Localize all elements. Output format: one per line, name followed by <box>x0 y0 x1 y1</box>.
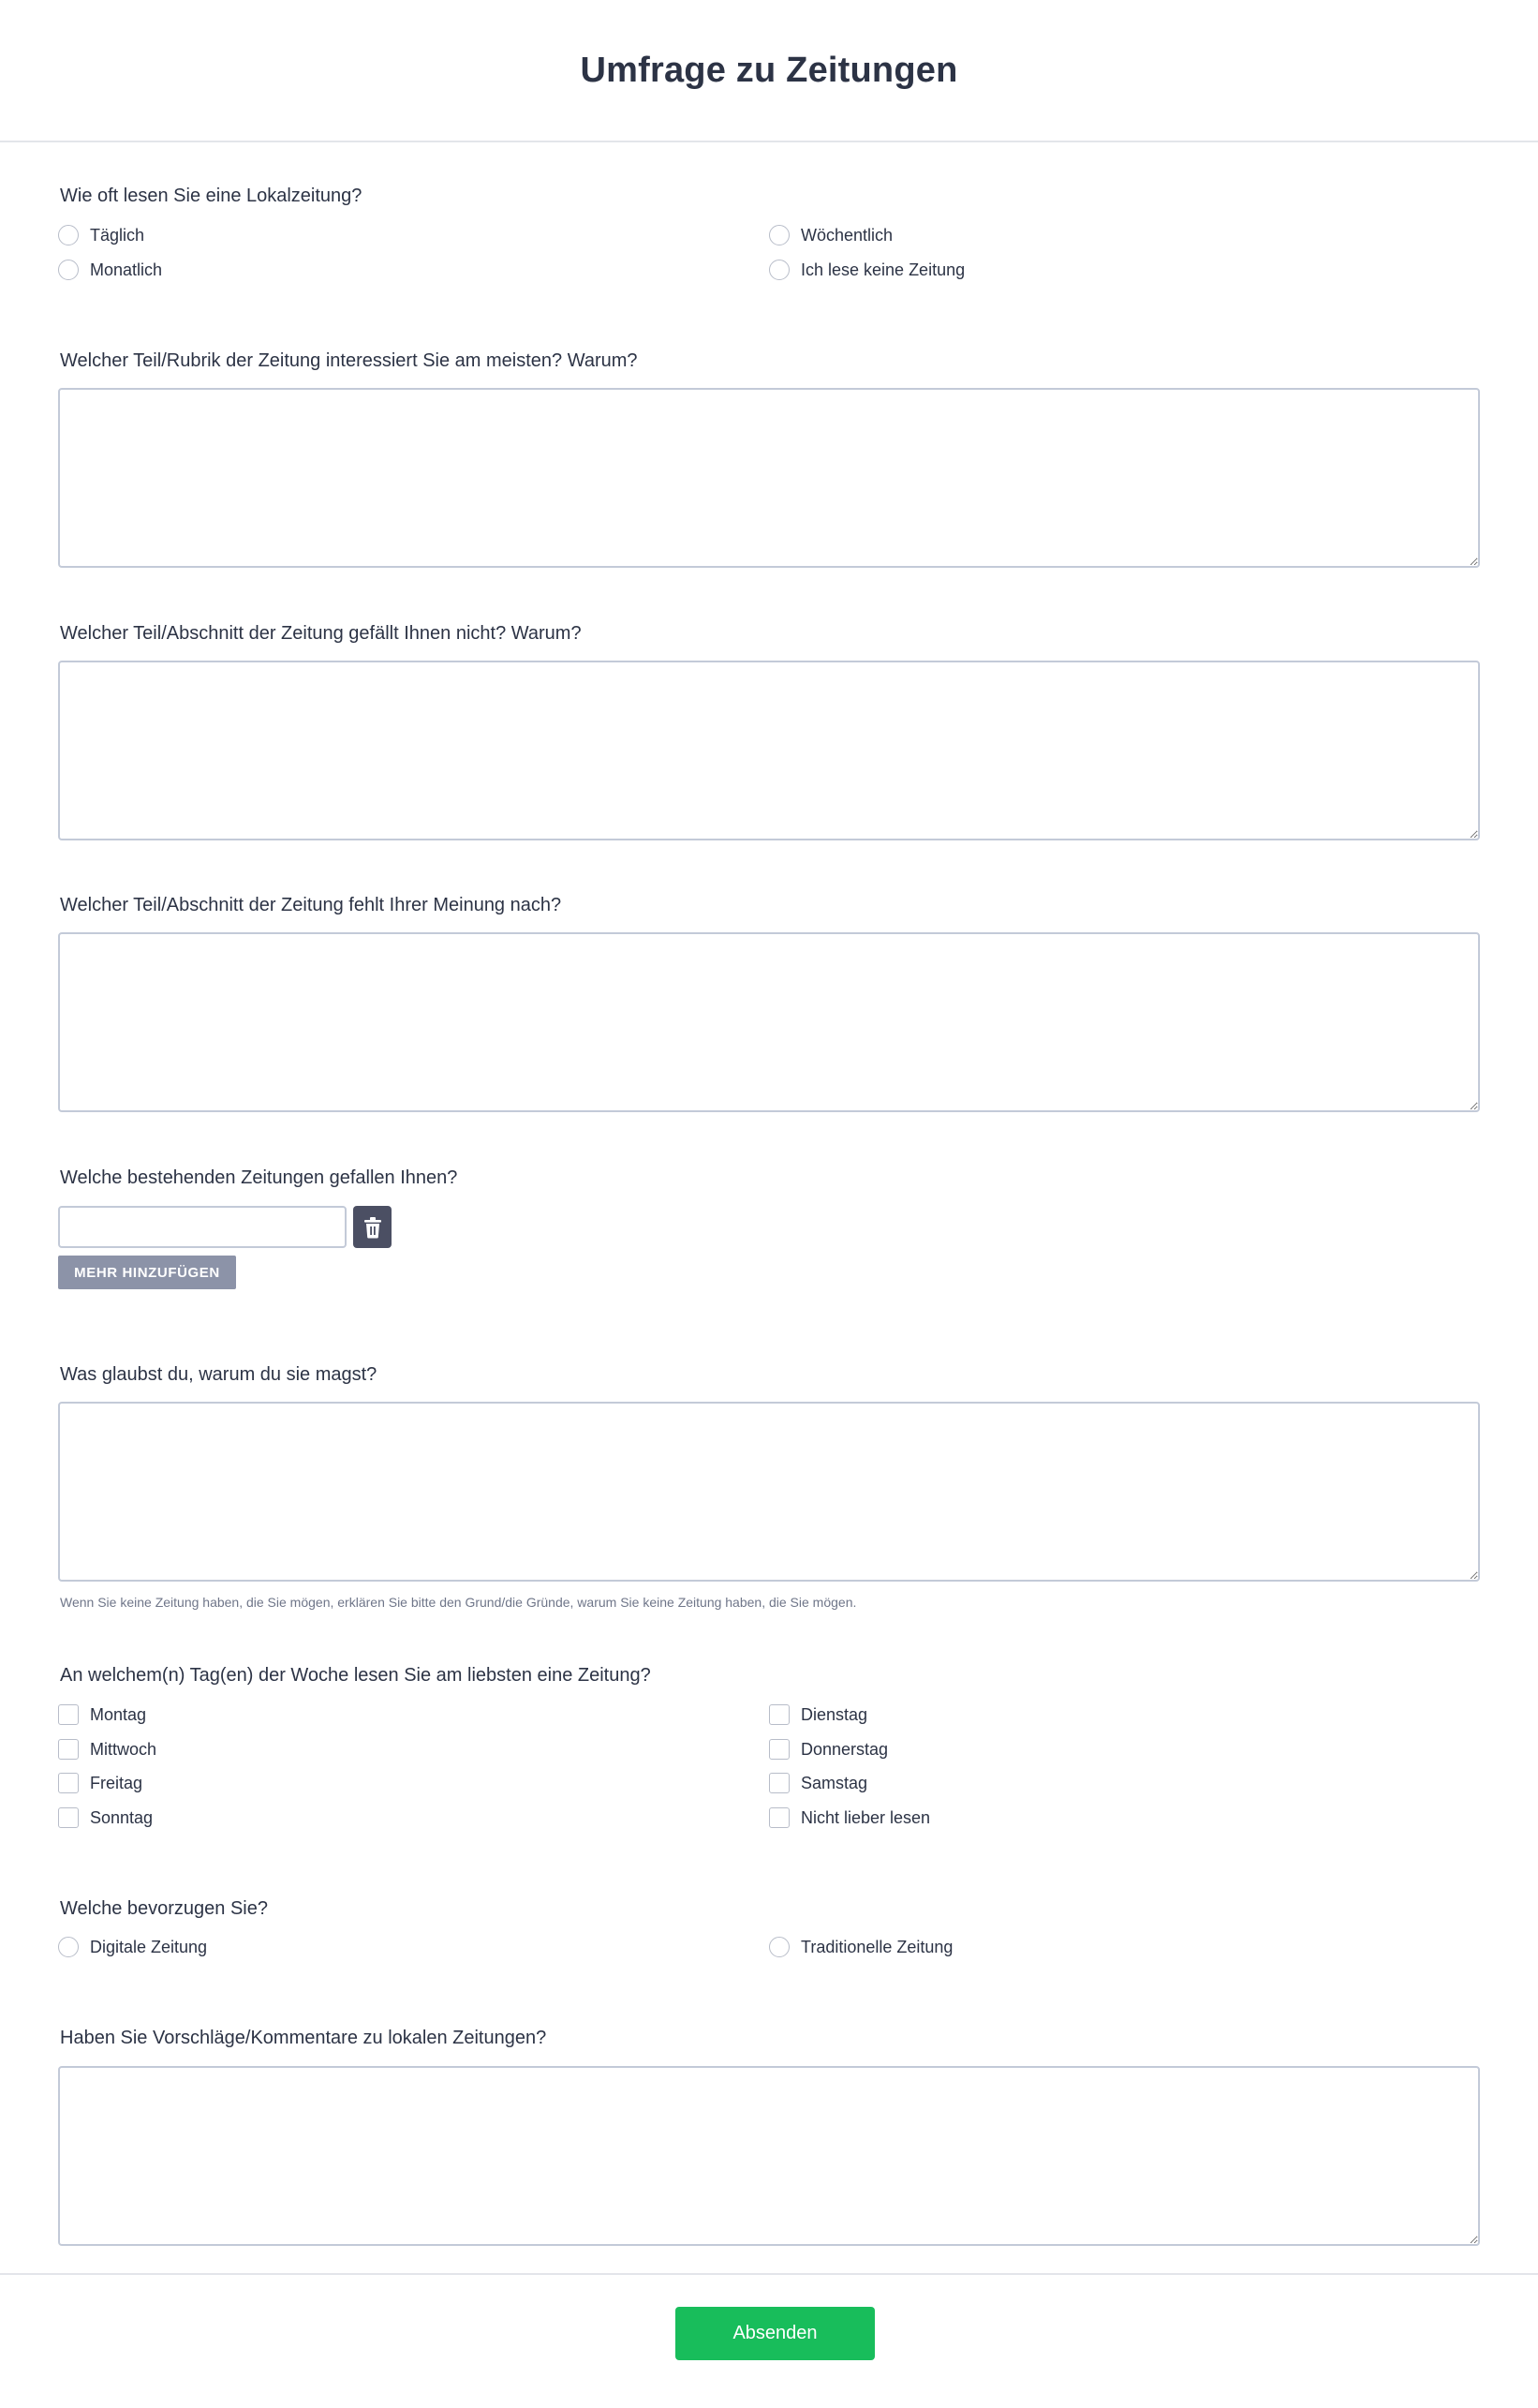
radio-option-weekly[interactable] <box>769 225 893 245</box>
favorite-newspaper-input[interactable] <box>58 1206 347 1248</box>
checkbox-option-friday[interactable] <box>58 1773 142 1793</box>
why-like-hint: Wenn Sie keine Zeitung haben, die Sie mögen, erklären Sie bitte den Grund/die Gründe, warum Sie keine Zeitung haben, die Sie mögen. <box>60 1595 857 1610</box>
checkbox-option-label: Montag <box>90 1704 147 1724</box>
question-reading-frequency-label: Wie oft lesen Sie eine Lokalzeitung? <box>60 186 362 206</box>
question-favorite-newspapers-label: Welche bestehenden Zeitungen gefallen Ihnen? <box>60 1167 458 1188</box>
radio-circle[interactable] <box>769 225 790 245</box>
disliked-section-textarea[interactable] <box>58 661 1480 840</box>
checkbox-box[interactable] <box>58 1704 79 1725</box>
radio-option-label: Täglich <box>90 225 145 245</box>
checkbox-option-thursday[interactable] <box>769 1739 888 1760</box>
radio-option-digital[interactable] <box>58 1937 207 1957</box>
checkbox-option-tuesday[interactable] <box>769 1704 867 1725</box>
add-more-button[interactable]: MEHR HINZUFÜGEN <box>58 1256 236 1289</box>
radio-circle[interactable] <box>58 1937 79 1957</box>
form-title: Umfrage zu Zeitungen <box>580 50 958 90</box>
radio-circle[interactable] <box>769 1937 790 1957</box>
radio-option-label: Wöchentlich <box>801 225 894 245</box>
checkbox-box[interactable] <box>769 1739 790 1760</box>
question-why-like-label: Was glaubst du, warum du sie magst? <box>60 1364 377 1385</box>
submit-button[interactable]: Absenden <box>675 2307 875 2360</box>
form-header <box>0 0 1538 142</box>
checkbox-box[interactable] <box>58 1773 79 1793</box>
radio-circle[interactable] <box>58 225 79 245</box>
question-suggestions-label: Haben Sie Vorschläge/Kommentare zu lokalen Zeitungen? <box>60 2028 547 2048</box>
checkbox-option-label: Sonntag <box>90 1807 154 1827</box>
radio-option-monthly[interactable] <box>58 260 162 280</box>
checkbox-option-monday[interactable] <box>58 1704 146 1725</box>
checkbox-option-label: Freitag <box>90 1773 143 1792</box>
checkbox-box[interactable] <box>58 1807 79 1828</box>
checkbox-option-label: Mittwoch <box>90 1739 157 1759</box>
question-disliked-section-label: Welcher Teil/Abschnitt der Zeitung gefällt Ihnen nicht? Warum? <box>60 623 582 644</box>
why-like-textarea[interactable] <box>58 1402 1480 1582</box>
radio-option-never[interactable] <box>769 260 965 280</box>
question-preferred-days-label: An welchem(n) Tag(en) der Woche lesen Sie am liebsten eine Zeitung? <box>60 1665 651 1686</box>
checkbox-box[interactable] <box>769 1704 790 1725</box>
radio-circle[interactable] <box>769 260 790 280</box>
question-most-interesting-section-label: Welcher Teil/Rubrik der Zeitung interessiert Sie am meisten? Warum? <box>60 350 638 371</box>
most-interesting-section-textarea[interactable] <box>58 388 1480 568</box>
radio-option-label: Monatlich <box>90 260 163 279</box>
radio-option-label: Digitale Zeitung <box>90 1937 208 1956</box>
question-preferred-format-label: Welche bevorzugen Sie? <box>60 1898 268 1919</box>
radio-option-label: Traditionelle Zeitung <box>801 1937 954 1956</box>
checkbox-option-wednesday[interactable] <box>58 1739 156 1760</box>
trash-icon <box>363 1216 382 1239</box>
checkbox-option-label: Donnerstag <box>801 1739 889 1759</box>
checkbox-option-label: Dienstag <box>801 1704 868 1724</box>
checkbox-option-label: Samstag <box>801 1773 868 1792</box>
checkbox-option-saturday[interactable] <box>769 1773 867 1793</box>
checkbox-box[interactable] <box>769 1807 790 1828</box>
checkbox-option-none[interactable] <box>769 1807 930 1828</box>
suggestions-textarea[interactable] <box>58 2066 1480 2246</box>
checkbox-box[interactable] <box>769 1773 790 1793</box>
radio-option-daily[interactable] <box>58 225 144 245</box>
checkbox-box[interactable] <box>58 1739 79 1760</box>
checkbox-option-label: Nicht lieber lesen <box>801 1807 931 1827</box>
radio-circle[interactable] <box>58 260 79 280</box>
missing-section-textarea[interactable] <box>58 932 1480 1112</box>
question-missing-section-label: Welcher Teil/Abschnitt der Zeitung fehlt Ihrer Meinung nach? <box>60 895 562 915</box>
checkbox-option-sunday[interactable] <box>58 1807 153 1828</box>
radio-option-traditional[interactable] <box>769 1937 953 1957</box>
delete-entry-button[interactable] <box>353 1206 392 1248</box>
radio-option-label: Ich lese keine Zeitung <box>801 260 966 279</box>
